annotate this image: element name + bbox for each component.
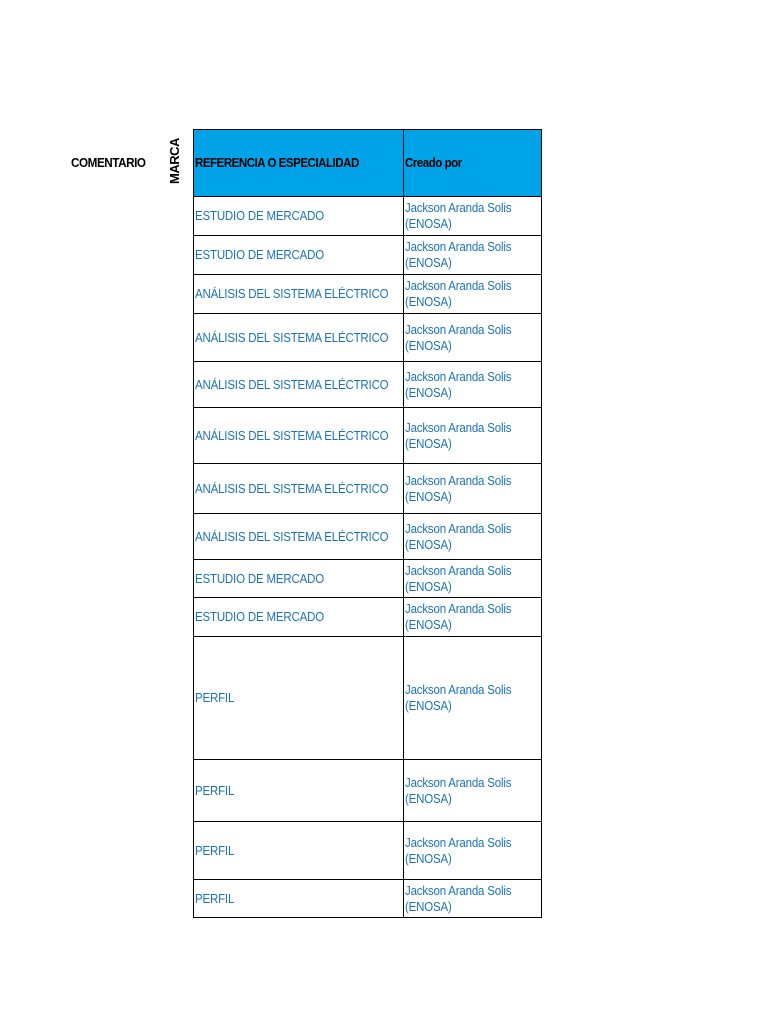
table-row: [194, 514, 542, 560]
table-row: [194, 822, 542, 880]
cell-referencia: ESTUDIO DE MERCADO: [194, 197, 404, 236]
table-row: [194, 598, 542, 637]
cell-creado-por: Jackson Aranda Solis (ENOSA): [404, 560, 542, 598]
cell-creado-por: Jackson Aranda Solis (ENOSA): [404, 822, 542, 880]
cell-referencia: ANÁLISIS DEL SISTEMA ELÉCTRICO: [194, 362, 404, 408]
table-row: [194, 236, 542, 275]
header-creado-por: Creado por: [404, 130, 542, 197]
table-row: [194, 560, 542, 598]
table-row: [194, 637, 542, 760]
cell-referencia: ANÁLISIS DEL SISTEMA ELÉCTRICO: [194, 314, 404, 362]
cell-creado-por: Jackson Aranda Solis (ENOSA): [404, 880, 542, 918]
referencias-table: [193, 129, 542, 918]
table-row: [194, 880, 542, 918]
cell-referencia: ESTUDIO DE MERCADO: [194, 560, 404, 598]
cell-creado-por: Jackson Aranda Solis (ENOSA): [404, 408, 542, 464]
cell-referencia: PERFIL: [194, 822, 404, 880]
table-row: [194, 408, 542, 464]
cell-referencia: ESTUDIO DE MERCADO: [194, 236, 404, 275]
table-row: [194, 464, 542, 514]
cell-creado-por: Jackson Aranda Solis (ENOSA): [404, 197, 542, 236]
cell-creado-por: Jackson Aranda Solis (ENOSA): [404, 314, 542, 362]
cell-referencia: PERFIL: [194, 637, 404, 760]
cell-referencia: ANÁLISIS DEL SISTEMA ELÉCTRICO: [194, 275, 404, 314]
table-row: [194, 275, 542, 314]
cell-creado-por: Jackson Aranda Solis (ENOSA): [404, 464, 542, 514]
cell-creado-por: Jackson Aranda Solis (ENOSA): [404, 598, 542, 637]
header-referencia: REFERENCIA O ESPECIALIDAD: [194, 130, 404, 197]
cell-creado-por: Jackson Aranda Solis (ENOSA): [404, 637, 542, 760]
cell-referencia: ANÁLISIS DEL SISTEMA ELÉCTRICO: [194, 514, 404, 560]
cell-creado-por: Jackson Aranda Solis (ENOSA): [404, 236, 542, 275]
table-row: [194, 362, 542, 408]
comentario-label: COMENTARIO: [71, 155, 146, 170]
table-header-row: [194, 130, 542, 197]
cell-referencia: PERFIL: [194, 880, 404, 918]
cell-creado-por: Jackson Aranda Solis (ENOSA): [404, 362, 542, 408]
cell-referencia: ANÁLISIS DEL SISTEMA ELÉCTRICO: [194, 408, 404, 464]
cell-creado-por: Jackson Aranda Solis (ENOSA): [404, 514, 542, 560]
cell-referencia: PERFIL: [194, 760, 404, 822]
cell-creado-por: Jackson Aranda Solis (ENOSA): [404, 760, 542, 822]
cell-referencia: ESTUDIO DE MERCADO: [194, 598, 404, 637]
table-row: [194, 760, 542, 822]
cell-referencia: ANÁLISIS DEL SISTEMA ELÉCTRICO: [194, 464, 404, 514]
marca-label: MARCA: [167, 138, 182, 184]
cell-creado-por: Jackson Aranda Solis (ENOSA): [404, 275, 542, 314]
table-row: [194, 197, 542, 236]
table-row: [194, 314, 542, 362]
